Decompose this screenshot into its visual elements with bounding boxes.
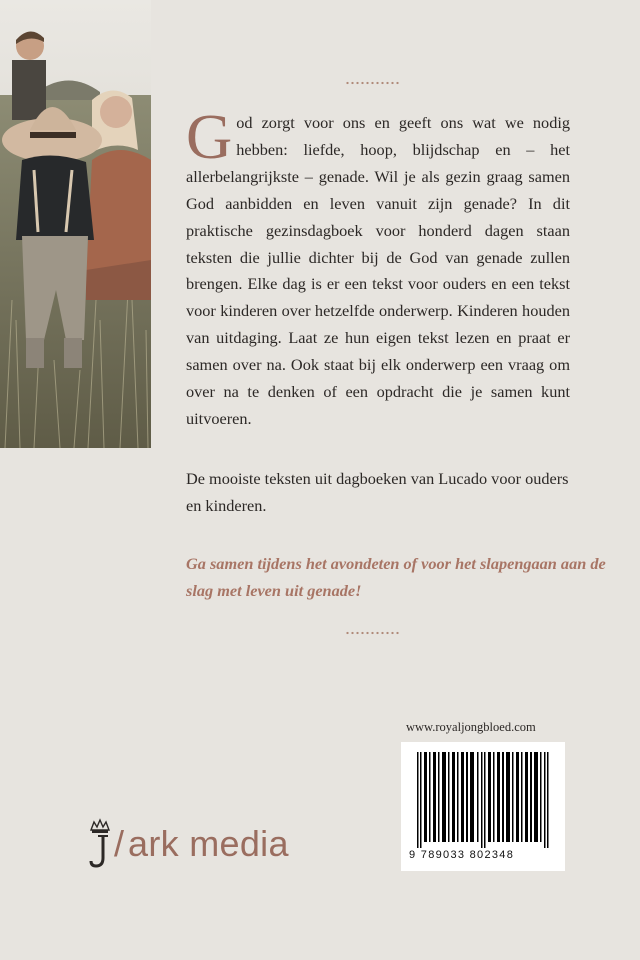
publisher-name: ark media — [128, 823, 289, 864]
publisher-url[interactable]: www.royaljongbloed.com — [406, 720, 536, 734]
cover-photo — [0, 0, 151, 448]
drop-cap: G — [186, 101, 233, 172]
ornament-dots-bottom — [345, 630, 401, 636]
barcode-bars — [417, 752, 551, 848]
ornament-dots-top — [345, 80, 401, 86]
logo-slash: / — [114, 823, 125, 864]
blurb-paragraph-2: De mooiste teksten uit dagboeken van Lucado voor ouders en kinderen. — [186, 469, 569, 515]
blurb-paragraph-1 — [186, 101, 570, 433]
isbn-number: 9 789033 802348 — [409, 849, 515, 861]
blurb-paragraph-1-text: od zorgt voor ons en geeft ons wat we nodig hebben: liefde, hoop, blijdschap en – het allerbelangrijkste – genade. Wil je als gezin graag samen God aanbidden en leven vanuit zijn genade? In dit praktische gezinsdagboek voor honderd dagen staan teksten die jullie dichter bij de God van genade zullen brengen. Elke dag is er een tekst voor ouders en een tekst voor kinderen over hetzelfde onderwerp. Kinderen houden van uitdaging. Laat ze hun eigen tekst lezen en praat er samen over na. Ook staat bij elk onderwerp een vraag om over na te denken of een opdracht die je samen kunt uitvoeren. — [186, 113, 570, 428]
crown-j-icon — [88, 818, 112, 870]
tagline: Ga samen tijdens het avondeten of voor het slapengaan aan de slag met leven uit genade! — [186, 554, 606, 600]
isbn-barcode — [401, 742, 565, 871]
publisher-logo — [88, 814, 289, 874]
